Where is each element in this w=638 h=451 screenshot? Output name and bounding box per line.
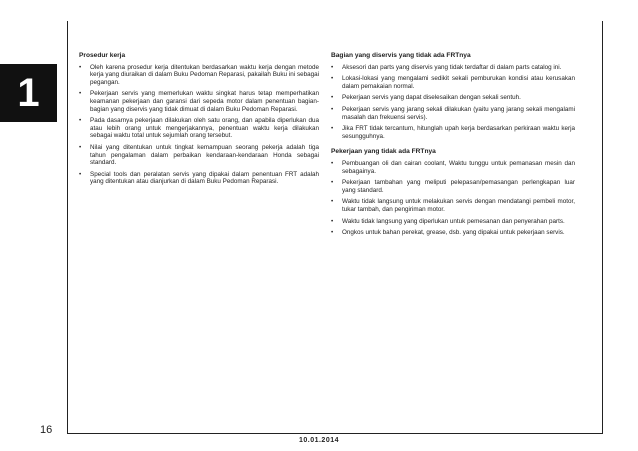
left-list xyxy=(79,64,319,186)
left-heading: Prosedur kerja xyxy=(79,52,126,59)
chapter-tab xyxy=(0,64,57,122)
list-item: • Oleh karena prosedur kerja ditentukan berdasarkan waktu kerja dengan metode kerja yang diuraikan di dalam Buku Pedoman Reparasi, pakailah Buku ini sebagai pegangan. xyxy=(79,64,319,87)
list-item: • Pekerjaan tambahan yang meliputi pelepasan/pemasangan perlengkapan luar yang standard. xyxy=(331,179,575,194)
right-list-1 xyxy=(331,64,575,141)
list-item: • Pekerjaan servis yang memerlukan waktu singkat harus tetap memperhatikan keamanan pekerjaan dan garansi dari sepeda motor dalam penentuan bagian-bagian yang diservis yang tidak dimuat di dalam Buku Pedoman Reparasi. xyxy=(79,90,319,113)
chapter-number: 1 xyxy=(17,70,40,115)
list-item: • Jika FRT tidak tercantum, hitunglah upah kerja berdasarkan perkiraan waktu kerja sesungguhnya. xyxy=(331,125,575,140)
list-item: • Lokasi-lokasi yang mengalami sedikit sekali pemburukan kondisi atau kerusakan dalam pemakaian normal. xyxy=(331,75,575,90)
page-number: 16 xyxy=(40,424,53,436)
list-item: • Nilai yang ditentukan untuk tingkat kemampuan seorang pekerja adalah tiga tahun pengalaman dalam perbaikan kendaraan-kendaraan Honda sebagai standard. xyxy=(79,144,319,167)
right-column xyxy=(331,52,575,243)
list-item: • Special tools dan peralatan servis yang dipakai dalam penentuan FRT adalah yang ditentukan atau dianjurkan di dalam Buku Pedoman Reparasi. xyxy=(79,171,319,186)
list-item: • Waktu tidak langsung untuk melakukan servis dengan mendatangi pembeli motor, tukar tambah, dan pengiriman motor. xyxy=(331,198,575,213)
footer-date: 10.01.2014 xyxy=(298,437,340,444)
left-column xyxy=(79,52,319,192)
right-heading-2: Pekerjaan yang tidak ada FRTnya xyxy=(331,148,436,156)
list-item: • Pada dasarnya pekerjaan dilakukan oleh satu orang, dan apabila diperlukan dua atau lebih orang untuk mengerjakannya, penentuan waktu kerja dilakukan sebagai waktu total untuk sejumlah orang tersebut. xyxy=(79,117,319,140)
list-item: • Aksesori dan parts yang diservis yang tidak terdaftar di dalam parts catalog ini. xyxy=(331,64,575,72)
list-item: • Pekerjaan servis yang jarang sekali dilakukan (yaitu yang jarang sekali mengalami masalah dan frekuensi servis). xyxy=(331,106,575,121)
right-list-2 xyxy=(331,160,575,237)
right-heading-1: Bagian yang diservis yang tidak ada FRTnya xyxy=(331,52,471,59)
list-item: • Ongkos untuk bahan perekat, grease, dsb. yang dipakai untuk pekerjaan servis. xyxy=(331,229,575,237)
list-item: • Waktu tidak langsung yang diperlukan untuk pemesanan dan penyerahan parts. xyxy=(331,218,575,226)
list-item: • Pekerjaan servis yang dapat diselesaikan dengan sekali sentuh. xyxy=(331,94,575,102)
list-item: • Pembuangan oli dan cairan coolant, Waktu tunggu untuk pemanasan mesin dan sebagainya. xyxy=(331,160,575,175)
